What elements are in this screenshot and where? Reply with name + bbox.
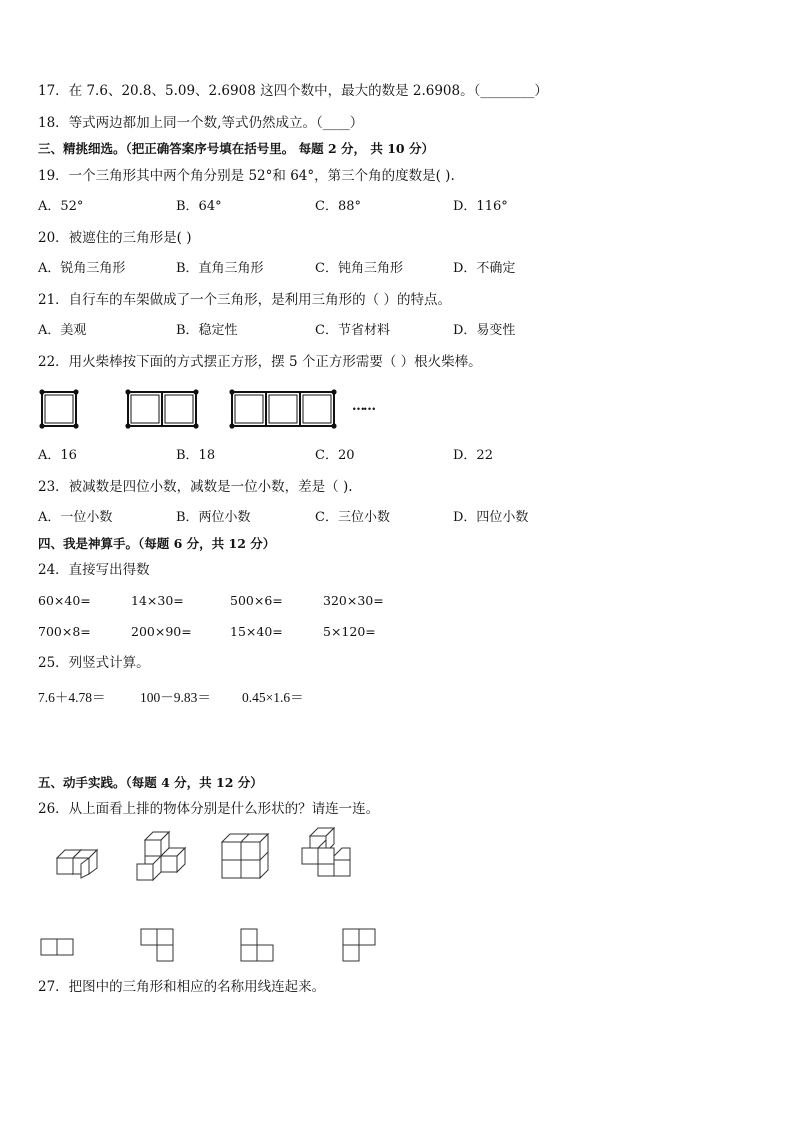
question-27: 27．把图中的三角形和相应的名称用线连起来。 (38, 979, 326, 995)
q23-option-d: D．四位小数 (453, 510, 529, 525)
matchstick-square-figure-3 (228, 388, 348, 432)
question-25: 25．列竖式计算。 (38, 655, 150, 671)
q25-item: 100－9.83＝ (140, 690, 211, 705)
q22-option-b: B．18 (176, 448, 216, 463)
q24-item: 14×30= (131, 593, 184, 608)
question-18: 18．等式两边都加上同一个数,等式仍然成立。（____） (38, 115, 364, 131)
q24-item: 500×6= (230, 593, 283, 608)
q21-option-c: C．节省材料 (315, 323, 390, 338)
q24-item: 15×40= (230, 624, 283, 639)
question-22: 22．用火柴棒按下面的方式摆正方形，摆 5 个正方形需要（ ）根火柴棒。 (38, 354, 482, 370)
matchstick-square-figure-1 (38, 388, 88, 432)
q25-item: 0.45×1.6＝ (242, 690, 304, 705)
question-24: 24．直接写出得数 (38, 562, 150, 578)
question-19: 19．一个三角形其中两个角分别是 52°和 64°，第三个角的度数是( ). (38, 168, 455, 184)
q22-option-a: A．16 (38, 448, 77, 463)
q19-option-c: C．88° (315, 199, 361, 214)
question-20: 20．被遮住的三角形是( ) (38, 230, 192, 246)
q22-option-d: D．22 (453, 448, 493, 463)
question-23: 23．被减数是四位小数，减数是一位小数，差是（ ). (38, 479, 353, 495)
q19-option-a: A．52° (38, 199, 84, 214)
q23-option-c: C．三位小数 (315, 510, 390, 525)
q24-item: 60×40= (38, 593, 91, 608)
q23-option-a: A．一位小数 (38, 510, 113, 525)
cube-stack-figure-4 (300, 826, 356, 882)
question-26: 26．从上面看上排的物体分别是什么形状的？请连一连。 (38, 801, 380, 817)
top-view-shape-4 (342, 928, 378, 966)
matchstick-square-figure-2 (124, 388, 210, 432)
q21-option-a: A．美观 (38, 323, 87, 338)
top-view-shape-2 (140, 928, 176, 966)
q24-item: 200×90= (131, 624, 192, 639)
cube-stack-figure-2 (135, 830, 191, 882)
q24-item: 320×30= (323, 593, 384, 608)
q20-option-d: D．不确定 (453, 261, 516, 276)
q19-option-d: D．116° (453, 199, 508, 214)
q20-option-a: A．锐角三角形 (38, 261, 126, 276)
q25-item: 7.6＋4.78＝ (38, 690, 106, 705)
section-3-heading: 三、精挑细选。（把正确答案序号填在括号里。 每题 2 分， 共 10 分） (38, 141, 434, 156)
continuation-dots: …… (352, 399, 374, 414)
cube-stack-figure-3 (220, 832, 272, 880)
q21-option-b: B．稳定性 (176, 323, 238, 338)
q24-item: 700×8= (38, 624, 91, 639)
section-5-heading: 五、动手实践。（每题 4 分，共 12 分） (38, 775, 263, 790)
q24-item: 5×120= (323, 624, 376, 639)
question-21: 21．自行车的车架做成了一个三角形，是利用三角形的（ ）的特点。 (38, 292, 451, 308)
q20-option-c: C．钝角三角形 (315, 261, 403, 276)
q20-option-b: B．直角三角形 (176, 261, 264, 276)
q22-option-c: C．20 (315, 448, 355, 463)
cube-stack-figure-1 (55, 842, 105, 882)
q23-option-b: B．两位小数 (176, 510, 251, 525)
q21-option-d: D．易变性 (453, 323, 516, 338)
q19-option-b: B．64° (176, 199, 222, 214)
top-view-shape-1 (40, 938, 76, 958)
section-4-heading: 四、我是神算手。（每题 6 分，共 12 分） (38, 536, 276, 551)
top-view-shape-3 (240, 928, 276, 966)
question-17: 17．在 7.6、20.8、5.09、2.6908 这四个数中，最大的数是 2.6908。（________） (38, 83, 548, 99)
